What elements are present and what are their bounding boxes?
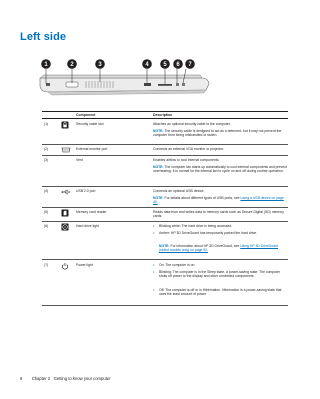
callout-3	[95, 59, 105, 69]
callout-6	[173, 59, 183, 69]
row-6-number: (6)	[44, 224, 49, 228]
page-footer	[20, 376, 111, 381]
row-3-note	[153, 165, 288, 174]
row-5-component: Memory card reader	[76, 210, 107, 214]
row-2-number: (2)	[44, 147, 49, 151]
callout-4	[142, 59, 152, 69]
svg-text:3: 3	[98, 62, 102, 69]
callout-2	[67, 59, 77, 69]
row-1-description: Attaches an optional security cable to the computer.	[153, 122, 231, 126]
row-1-component: Security cable slot	[76, 122, 104, 126]
row-rule	[42, 155, 288, 156]
row-rule	[42, 186, 288, 187]
footer-chapter: Chapter 2 Getting to know your computer	[31, 376, 111, 381]
row-7-bullet-2: Blinking: The computer is in the Sleep state, a power-saving state. The computer shuts off power to the display and other unneeded components.	[159, 270, 281, 279]
footer-page-number: 6	[20, 376, 23, 381]
row-2-component: External monitor port	[76, 147, 108, 151]
note-label: NOTE:	[153, 165, 164, 169]
driveguard-link[interactable]: Using HP 3D DriveGuard (select models only) on page 52.	[159, 243, 279, 252]
header-rule	[42, 118, 288, 119]
note-text: The security cable is designed to act as a deterrent, but it may not prevent the computer from being mishandled or stolen.	[153, 129, 282, 138]
row-4-note	[153, 196, 288, 205]
row-4-description: Connects an optional USB device.	[153, 189, 205, 193]
bullet-dot: •	[153, 223, 155, 228]
row-rule	[42, 144, 288, 145]
vga-port-icon	[61, 146, 71, 154]
row-3-description: Enables airflow to cool internal components.	[153, 158, 220, 162]
callout-1	[41, 59, 51, 69]
lock-icon	[61, 121, 69, 129]
callout-5	[160, 59, 170, 69]
row-6-bullet-2: Amber: HP 3D DriveGuard has temporarily parked the hard drive.	[159, 231, 258, 235]
row-4-number: (4)	[44, 189, 49, 193]
memory-card-icon	[61, 209, 69, 217]
table-bottom-rule	[42, 305, 288, 306]
header-component: Component	[76, 112, 96, 117]
row-7-component: Power light	[76, 263, 93, 267]
row-7-bullet-3: Off: The computer is off or in Hibernation. Hibernation is a power-saving state that uses the least amount of power.	[159, 288, 282, 297]
note-label: NOTE:	[153, 129, 164, 133]
svg-text:5: 5	[163, 62, 167, 69]
row-6-bullet-1: Blinking white: The hard drive is being accessed.	[159, 224, 233, 228]
laptop-left-side-figure	[26, 56, 216, 104]
header-description: Description	[153, 112, 173, 117]
svg-text:1: 1	[44, 62, 48, 69]
note-text: For details about different types of USB ports, see	[164, 195, 240, 200]
hard-drive-icon	[61, 223, 69, 231]
usb-link[interactable]: Using a USB device on page 46.	[153, 195, 284, 204]
power-icon	[61, 262, 69, 270]
row-7-number: (7)	[44, 263, 49, 267]
row-3-number: (3)	[44, 158, 49, 162]
note-text: The computer fan starts up automatically to cool internal components and prevent overheating. It is normal for the internal fan to cycle on and off during routine operation.	[153, 165, 287, 174]
row-5-number: (5)	[44, 210, 49, 214]
row-rule	[42, 259, 288, 260]
page-title: Left side	[20, 31, 67, 43]
row-2-description: Connects an external VGA monitor or projector.	[153, 147, 225, 151]
bullet-dot: •	[153, 262, 155, 267]
row-rule	[42, 221, 288, 222]
row-4-component: USB 2.0 port	[76, 189, 96, 193]
bullet-dot: •	[153, 230, 155, 235]
row-5-description: Reads data from and writes data to memory cards such as Secure Digital (SD) memory cards.	[153, 210, 284, 219]
row-rule	[42, 207, 288, 208]
row-1-note	[153, 129, 288, 138]
svg-text:7: 7	[188, 62, 192, 69]
callout-7	[185, 59, 195, 69]
svg-text:4: 4	[145, 62, 149, 69]
usb-icon	[61, 188, 71, 196]
note-label: NOTE:	[153, 195, 164, 200]
svg-text:2: 2	[70, 62, 74, 69]
row-7-bullet-1: On: The computer is on.	[159, 263, 196, 267]
row-6-component: Hard drive light	[76, 224, 99, 228]
row-3-component: Vent	[76, 158, 83, 162]
svg-text:6: 6	[176, 62, 180, 69]
note-text: For information about HP 3D DriveGuard, see	[170, 243, 240, 248]
row-1-number: (1)	[44, 122, 49, 126]
bullet-dot: •	[153, 287, 155, 292]
note-label: NOTE:	[159, 243, 170, 248]
row-6-note	[159, 244, 284, 253]
bullet-dot: •	[153, 269, 155, 274]
